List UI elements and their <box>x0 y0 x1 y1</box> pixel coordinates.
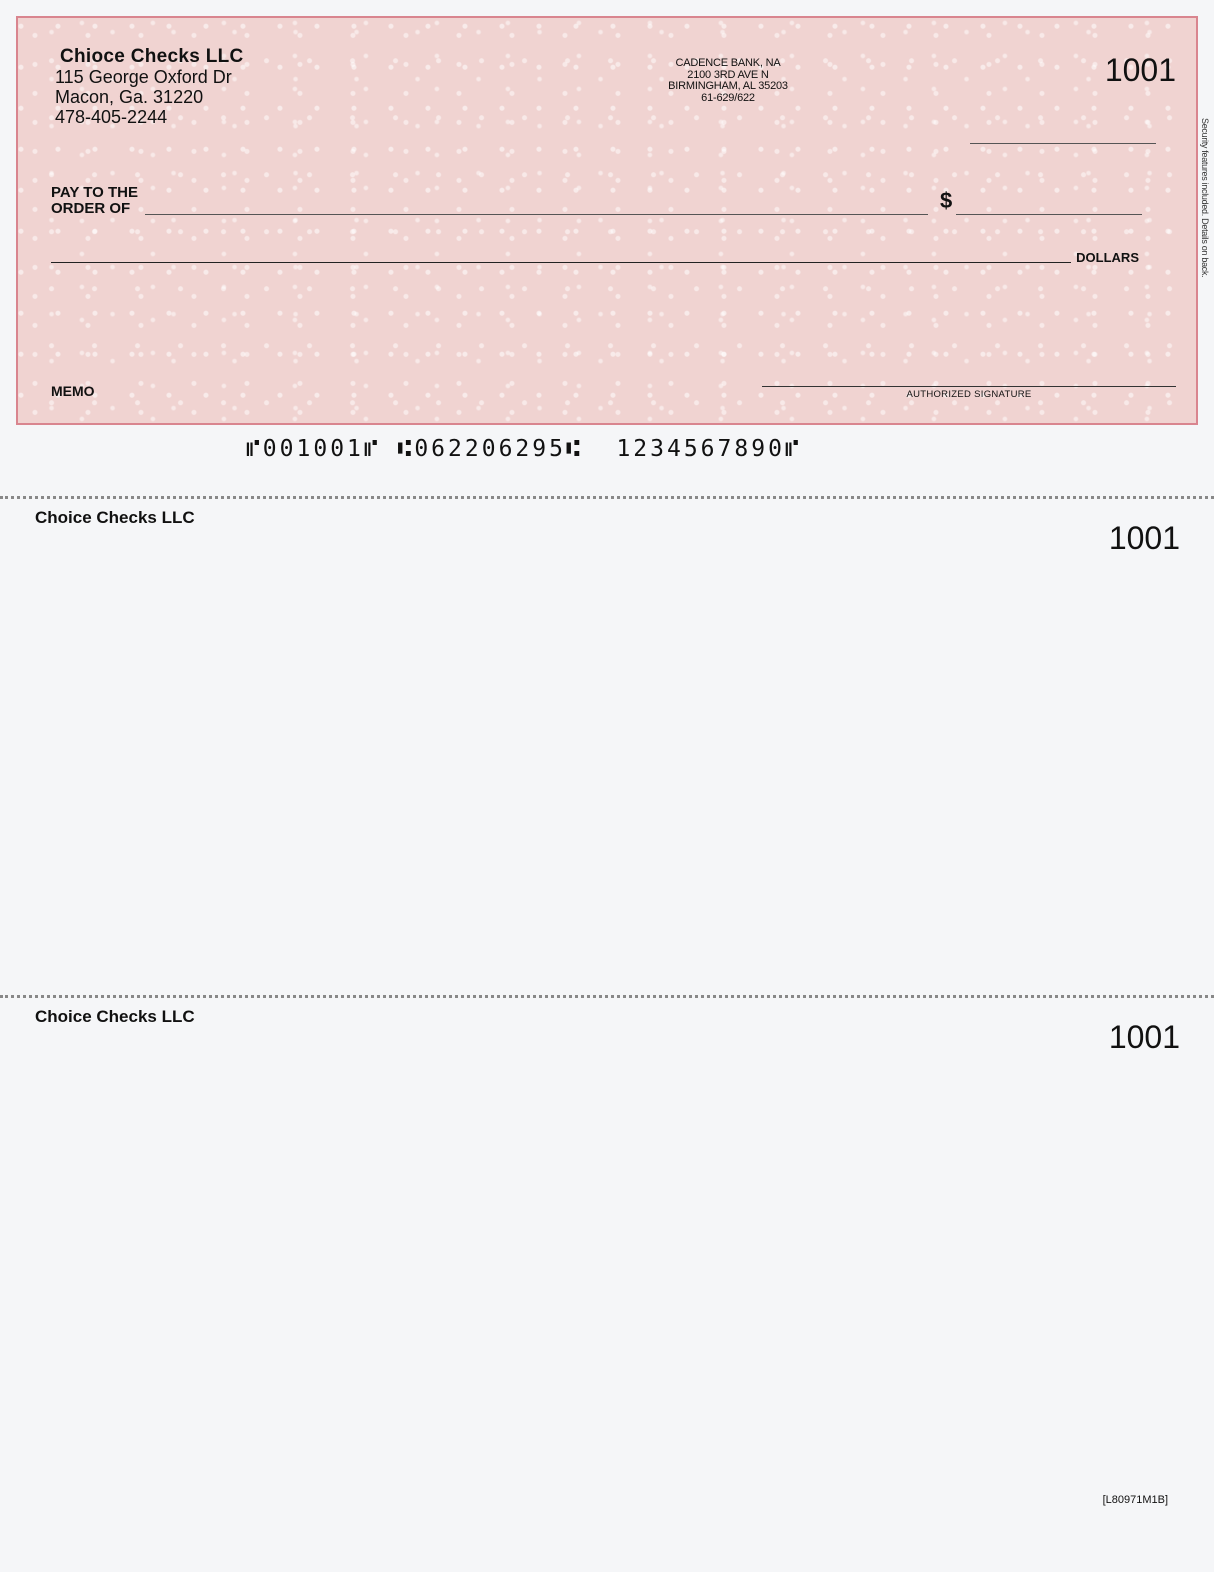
security-note: Security features included. Details on back. <box>1200 118 1210 278</box>
check-face <box>16 16 1210 425</box>
stub-check-number: 1001 <box>1108 520 1180 556</box>
stub-check-number: 1001 <box>1108 1019 1180 1055</box>
stub-company-name: Choice Checks LLC <box>35 1007 195 1026</box>
memo-label: MEMO <box>51 383 95 399</box>
bank-address-line2: BIRMINGHAM, AL 35203 <box>668 80 788 92</box>
signature-line[interactable] <box>762 386 1176 387</box>
bank-name: CADENCE BANK, NA <box>675 57 781 69</box>
pay-to-label <box>51 185 138 217</box>
perforation-1 <box>0 496 1214 499</box>
pay-to-label-line2: ORDER OF <box>51 200 131 217</box>
bank-address-line1: 2100 3RD AVE N <box>687 68 769 81</box>
company-phone: 478-405-2244 <box>55 107 168 127</box>
form-code: [L80971M1B] <box>1102 1494 1168 1506</box>
company-address-line2: Macon, Ga. 31220 <box>55 87 204 107</box>
dollar-sign: $ <box>940 188 953 213</box>
stub-company-name: Choice Checks LLC <box>35 508 195 527</box>
amount-words-line[interactable] <box>51 262 1071 263</box>
company-address-line1: 115 George Oxford Dr <box>55 67 232 87</box>
bank-fraction: 61-629/622 <box>701 91 755 104</box>
bank-info <box>578 58 878 104</box>
company-name: Chioce Checks LLC <box>60 46 244 67</box>
amount-line[interactable] <box>956 214 1142 215</box>
payee-line[interactable] <box>145 214 928 215</box>
check-number: 1001 <box>1104 52 1176 88</box>
micr-line: ⑈001001⑈ ⑆062206295⑆ 1234567890⑈ <box>246 436 802 462</box>
pay-to-label-line1: PAY TO THE <box>51 184 138 201</box>
date-line[interactable] <box>970 143 1156 144</box>
perforation-2 <box>0 995 1214 998</box>
dollars-label: DOLLARS <box>1076 250 1139 265</box>
signature-label: AUTHORIZED SIGNATURE <box>906 389 1032 400</box>
